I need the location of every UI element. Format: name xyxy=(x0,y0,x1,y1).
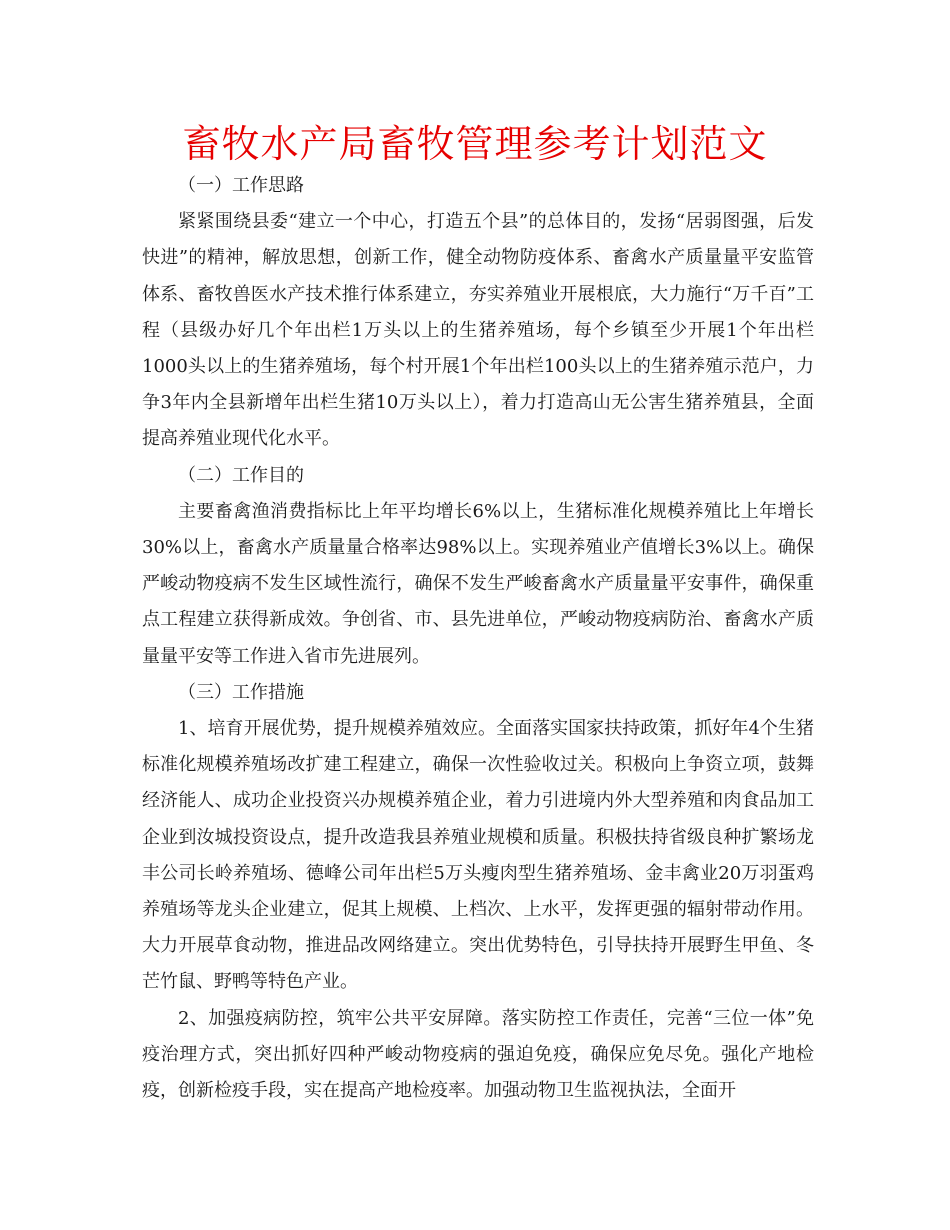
document-title: 畜牧水产局畜牧管理参考计划范文 xyxy=(182,122,768,166)
paragraph-measure-1: 1、培育开展优势，提升规模养殖效应。全面落实国家扶持政策，抓好年4个生猪标准化规模养殖场改扩建工程建立，确保一次性验收过关。积极向上争资立项，鼓舞经济能人、成功企业投资兴办规模养殖企业，着力引进境内外大型养殖和肉食品加工企业到汝城投资设点，提升改造我县养殖业规模和质量。积极扶持省级良种扩繁场龙丰公司长岭养殖场、德峰公司年出栏5万头瘦肉型生猪养殖场、金丰禽业20万羽蛋鸡养殖场等龙头企业建立，促其上规模、上档次、上水平，发挥更强的辐射带动作用。大力开展草食动物，推进品改网络建立。突出优势特色，引导扶持开展野生甲鱼、冬芒竹鼠、野鸭等特色产业。 xyxy=(142,718,814,993)
document-body xyxy=(142,168,814,1109)
section-heading-work-ideas: （一）工作思路 xyxy=(178,175,304,196)
section-heading-work-goals: （二）工作目的 xyxy=(178,464,304,486)
paragraph-work-ideas: 紧紧围绕县委“建立一个中心，打造五个县”的总体目的，发扬“居弱图强，后发快进”的精神，解放思想，创新工作，健全动物防疫体系、畜禽水产质量量平安监管体系、畜牧兽医水产技术推行体系建立，夯实养殖业开展根底，大力施行“万千百”工程（县级办好几个年出栏1万头以上的生猪养殖场，每个乡镇至少开展1个年出栏1000头以上的生猪养殖场，每个村开展1个年出栏100头以上的生猪养殖示范户，力争3年内全县新增年出栏生猪10万头以上），着力打造高山无公害生猪养殖县，全面提高养殖业现代化水平。 xyxy=(142,211,814,450)
paragraph-work-goals: 主要畜禽渔消费指标比上年平均增长6%以上，生猪标准化规模养殖比上年增长30%以上，畜禽水产质量量合格率达98%以上。实现养殖业产值增长3%以上。确保严峻动物疫病不发生区域性流行，确保不发生严峻畜禽水产质量量平安事件，确保重点工程建立获得新成效。争创省、市、县先进单位，严峻动物疫病防治、畜禽水产质量量平安等工作进入省市先进展列。 xyxy=(142,500,814,667)
section-heading-work-measures: （三）工作措施 xyxy=(178,681,304,703)
paragraph-measure-2: 2、加强疫病防控，筑牢公共平安屏障。落实防控工作责任，完善“三位一体”免疫治理方式，突出抓好四种严峻动物疫病的强迫免疫，确保应免尽免。强化产地检疫，创新检疫手段，实在提高产地检疫率。加强动物卫生监视执法，全面开 xyxy=(142,1007,814,1102)
